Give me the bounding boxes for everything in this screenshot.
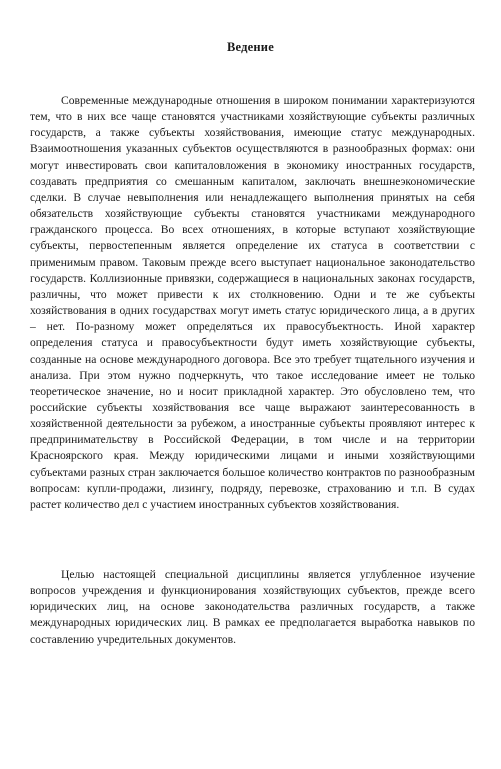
paragraph-introduction: Современные международные отношения в широком понимании характеризуются тем, что в них все чаще становятся участниками хозяйствующие субъекты различных государств, а также субъекты хозяйствования, имеющие статус международных. Взаимоотношения указанных субъектов осуществляются в разнообразных формах: они могут инвестировать свои капиталовложения в экономику иностранных государств, создавать предприятия со смешанным капиталом, заключать внешнеэкономические сделки. В случае невыполнения или ненадлежащего выполнения принятых на себя обязательств хозяйствующие субъекты становятся участниками международного гражданского процесса. Во всех отношениях, в которые вступают хозяйствующие субъекты, первостепенным является определение их статуса в соответствии с применимым правом. Таковым прежде всего выступает национальное законодательство государств. Коллизионные привязки, содержащиеся в национальных законах государств, различны, что может привести к их столкновению. Одни и те же субъекты хозяйствования в одних государствах могут иметь статус юридического лица, а в других – нет. По-разному может определяться их правосубъектность. Иной характер определения статуса и правосубъектности будут иметь хозяйствующие субъекты, созданные на основе международного договора. Все это требует тщательного изучения и анализа. При этом нужно подчеркнуть, что такое исследование имеет не только теоретическое значение, но и носит прикладной характер. Это обусловлено тем, что российские субъекты хозяйствования все чаще выражают заинтересованность в хозяйственной деятельности за рубежом, а иностранные субъекты проявляют интерес к предпринимательству в Российской Федерации, в том числе и на территории Красноярского края. Между юридическими лицами и иными хозяйствующими субъектами разных стран заключается большое количество контрактов по разнообразным вопросам: купли-продажи, лизингу, подряду, перевозке, страхованию и т.п. В судах растет количество дел с участием иностранных субъектов хозяйствования. [30, 94, 475, 511]
page-title: Ведение [227, 40, 274, 54]
paragraph-course-goal: Целью настоящей специальной дисциплины является углубленное изучение вопросов учреждения и функционирования хозяйствующих субъектов, прежде всего юридических лиц, на основе законодательства различных государств, а также международных юридических лиц. В рамках ее предполагается выработка навыков по составлению учредительных документов. [30, 568, 475, 646]
